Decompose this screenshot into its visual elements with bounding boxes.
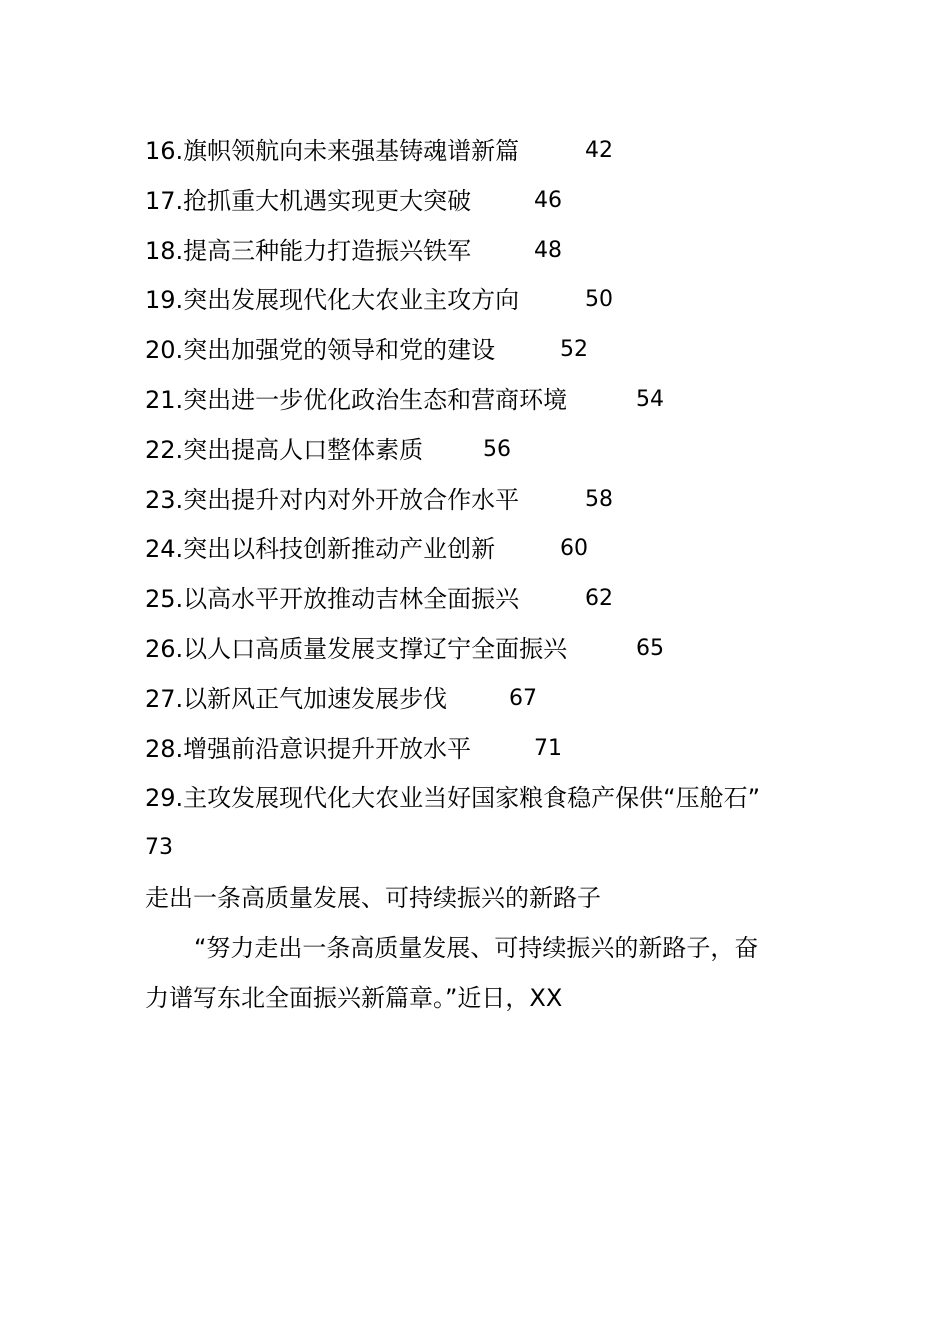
toc-entry-page: 71 xyxy=(534,736,562,761)
article-paragraph-line: “努力走出一条高质量发展、可持续振兴的新路子，奋 xyxy=(194,934,759,962)
toc-entry-title: 28.增强前沿意识提升开放水平 xyxy=(145,735,472,763)
toc-entry-page: 42 xyxy=(585,138,613,163)
toc-entry-title: 22.突出提高人口整体素质 xyxy=(145,436,424,464)
toc-entry-page: 67 xyxy=(509,686,537,711)
toc-entry-page: 58 xyxy=(585,487,613,512)
toc-entry-page: 52 xyxy=(560,337,588,362)
toc-entry-title: 20.突出加强党的领导和党的建设 xyxy=(145,336,496,364)
toc-entry-page: 73 xyxy=(145,835,173,860)
toc-entry-title: 25.以高水平开放推动吉林全面振兴 xyxy=(145,585,520,613)
toc-entry-title: 19.突出发展现代化大农业主攻方向 xyxy=(145,286,520,314)
toc-entry-title: 29.主攻发展现代化大农业当好国家粮食稳产保供“压舱石” xyxy=(145,784,761,812)
toc-entry-page: 46 xyxy=(534,188,562,213)
toc-entry-page: 50 xyxy=(585,287,613,312)
toc-entry-title: 26.以人口高质量发展支撑辽宁全面振兴 xyxy=(145,635,568,663)
toc-entry-title: 18.提高三种能力打造振兴铁军 xyxy=(145,237,472,265)
article-paragraph-line: 力谱写东北全面振兴新篇章。”近日，XX xyxy=(145,984,563,1012)
toc-entry-title: 23.突出提升对内对外开放合作水平 xyxy=(145,486,520,514)
toc-entry-title: 16.旗帜领航向未来强基铸魂谱新篇 xyxy=(145,137,520,165)
toc-entry-page: 48 xyxy=(534,238,562,263)
toc-entry-page: 65 xyxy=(636,636,664,661)
toc-entry-page: 54 xyxy=(636,387,664,412)
toc-entry-title: 24.突出以科技创新推动产业创新 xyxy=(145,535,496,563)
toc-entry-page: 60 xyxy=(560,536,588,561)
toc-entry-page: 62 xyxy=(585,586,613,611)
toc-entry-title: 21.突出进一步优化政治生态和营商环境 xyxy=(145,386,568,414)
toc-entry-page: 56 xyxy=(483,437,511,462)
article-heading: 走出一条高质量发展、可持续振兴的新路子 xyxy=(145,884,601,912)
toc-entry-title: 17.抢抓重大机遇实现更大突破 xyxy=(145,187,472,215)
toc-entry-title: 27.以新风正气加速发展步伐 xyxy=(145,685,448,713)
